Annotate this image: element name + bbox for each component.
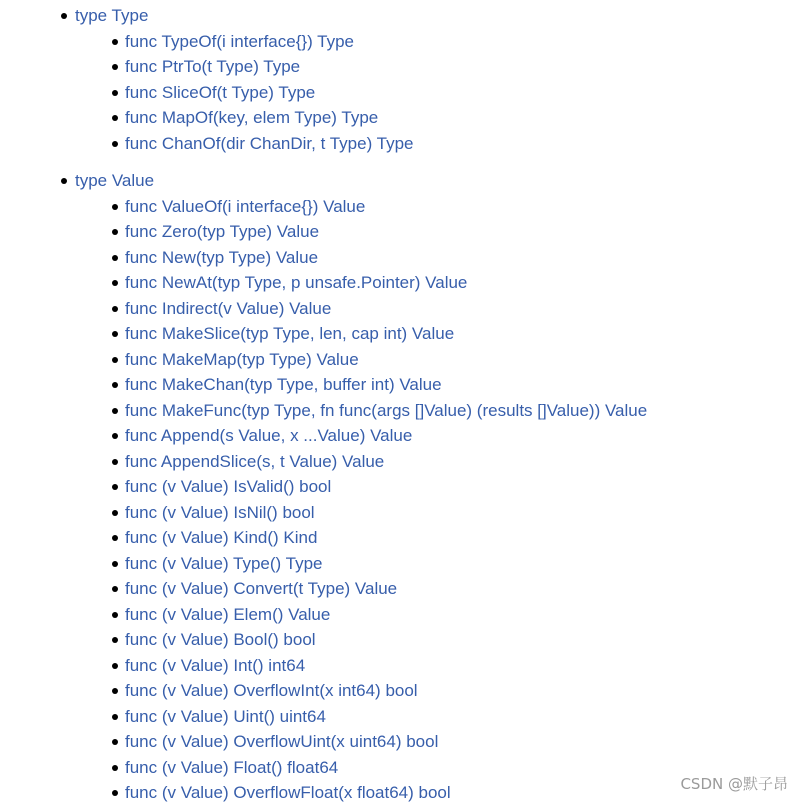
func-item bbox=[125, 347, 804, 373]
bullet-icon bbox=[112, 141, 118, 147]
type-entry-type bbox=[0, 3, 804, 156]
func-item bbox=[125, 474, 804, 500]
func-item bbox=[125, 627, 804, 653]
func-item bbox=[125, 602, 804, 628]
func-link[interactable]: func (v Value) OverflowFloat(x float64) bool bbox=[125, 783, 451, 802]
bullet-icon bbox=[112, 739, 118, 745]
func-link[interactable]: func MakeMap(typ Type) Value bbox=[125, 349, 359, 369]
func-link[interactable]: func (v Value) Elem() Value bbox=[125, 604, 331, 624]
func-link[interactable]: func New(typ Type) Value bbox=[125, 247, 319, 267]
bullet-icon bbox=[112, 535, 118, 541]
bullet-icon bbox=[61, 13, 67, 19]
func-link[interactable]: func (v Value) Convert(t Type) Value bbox=[125, 579, 398, 598]
func-item bbox=[125, 678, 804, 704]
func-link[interactable]: func (v Value) OverflowInt(x int64) bool bbox=[125, 681, 418, 700]
bullet-icon bbox=[112, 229, 118, 235]
bullet-icon bbox=[112, 331, 118, 337]
type-row bbox=[75, 168, 804, 194]
func-item bbox=[125, 105, 804, 131]
func-link[interactable]: func Append(s Value, x ...Value) Value bbox=[125, 426, 413, 445]
bullet-icon bbox=[112, 484, 118, 490]
bullet-icon bbox=[112, 357, 118, 363]
func-link[interactable]: func MapOf(key, elem Type) Type bbox=[125, 108, 379, 127]
func-item bbox=[125, 525, 804, 551]
func-item bbox=[125, 704, 804, 730]
bullet-icon bbox=[112, 115, 118, 121]
bullet-icon bbox=[112, 510, 118, 516]
func-list-value bbox=[75, 194, 804, 806]
func-list-type bbox=[75, 29, 804, 157]
bullet-icon bbox=[112, 408, 118, 414]
bullet-icon bbox=[112, 714, 118, 720]
func-link[interactable]: func (v Value) Uint() uint64 bbox=[125, 706, 326, 726]
func-item bbox=[125, 576, 804, 602]
func-item bbox=[125, 270, 804, 296]
func-link[interactable]: func Indirect(v Value) Value bbox=[125, 298, 332, 318]
func-item bbox=[125, 54, 804, 80]
func-link[interactable]: func (v Value) Kind() Kind bbox=[125, 528, 318, 547]
func-item bbox=[125, 423, 804, 449]
func-item bbox=[125, 653, 804, 679]
func-item bbox=[125, 321, 804, 347]
func-item bbox=[125, 729, 804, 755]
bullet-icon bbox=[112, 790, 118, 796]
type-link-type[interactable]: type Type bbox=[75, 6, 149, 25]
func-link[interactable]: func SliceOf(t Type) Type bbox=[125, 82, 316, 102]
bullet-icon bbox=[112, 663, 118, 669]
csdn-watermark: CSDN @默子昂 bbox=[680, 775, 788, 793]
bullet-icon bbox=[112, 433, 118, 439]
func-item bbox=[125, 500, 804, 526]
bullet-icon bbox=[112, 255, 118, 261]
bullet-icon bbox=[112, 688, 118, 694]
func-item bbox=[125, 372, 804, 398]
func-link[interactable]: func Zero(typ Type) Value bbox=[125, 222, 320, 241]
func-item bbox=[125, 449, 804, 475]
bullet-icon bbox=[61, 178, 67, 184]
type-row bbox=[75, 3, 804, 29]
func-item bbox=[125, 29, 804, 55]
func-link[interactable]: func ValueOf(i interface{}) Value bbox=[125, 196, 366, 216]
func-link[interactable]: func (v Value) Int() int64 bbox=[125, 655, 306, 675]
bullet-icon bbox=[112, 306, 118, 312]
func-item bbox=[125, 551, 804, 577]
bullet-icon bbox=[112, 382, 118, 388]
func-link[interactable]: func MakeChan(typ Type, buffer int) Value bbox=[125, 375, 442, 394]
func-item bbox=[125, 194, 804, 220]
bullet-icon bbox=[112, 561, 118, 567]
func-link[interactable]: func (v Value) Type() Type bbox=[125, 553, 323, 573]
func-link[interactable]: func PtrTo(t Type) Type bbox=[125, 57, 301, 76]
func-link[interactable]: func MakeFunc(typ Type, fn func(args []Value) (results []Value)) Value bbox=[125, 400, 648, 420]
func-link[interactable]: func MakeSlice(typ Type, len, cap int) Value bbox=[125, 324, 455, 343]
func-item bbox=[125, 80, 804, 106]
bullet-icon bbox=[112, 90, 118, 96]
func-item bbox=[125, 398, 804, 424]
func-link[interactable]: func (v Value) OverflowUint(x uint64) bool bbox=[125, 732, 439, 751]
func-link[interactable]: func TypeOf(i interface{}) Type bbox=[125, 31, 355, 51]
bullet-icon bbox=[112, 204, 118, 210]
bullet-icon bbox=[112, 637, 118, 643]
bullet-icon bbox=[112, 39, 118, 45]
bullet-icon bbox=[112, 612, 118, 618]
func-item bbox=[125, 245, 804, 271]
func-item bbox=[125, 219, 804, 245]
func-item bbox=[125, 131, 804, 157]
bullet-icon bbox=[112, 765, 118, 771]
bullet-icon bbox=[112, 64, 118, 70]
bullet-icon bbox=[112, 586, 118, 592]
type-entry-value bbox=[0, 168, 804, 806]
func-link[interactable]: func (v Value) Bool() bool bbox=[125, 630, 316, 649]
bullet-icon bbox=[112, 280, 118, 286]
func-link[interactable]: func (v Value) IsValid() bool bbox=[125, 477, 332, 496]
type-index-list bbox=[0, 3, 804, 806]
func-link[interactable]: func (v Value) IsNil() bool bbox=[125, 502, 315, 522]
func-item bbox=[125, 296, 804, 322]
func-link[interactable]: func NewAt(typ Type, p unsafe.Pointer) Value bbox=[125, 273, 468, 292]
func-link[interactable]: func (v Value) Float() float64 bbox=[125, 757, 339, 777]
func-link[interactable]: func ChanOf(dir ChanDir, t Type) Type bbox=[125, 133, 414, 153]
bullet-icon bbox=[112, 459, 118, 465]
type-link-value[interactable]: type Value bbox=[75, 171, 155, 190]
func-link[interactable]: func AppendSlice(s, t Value) Value bbox=[125, 451, 385, 471]
